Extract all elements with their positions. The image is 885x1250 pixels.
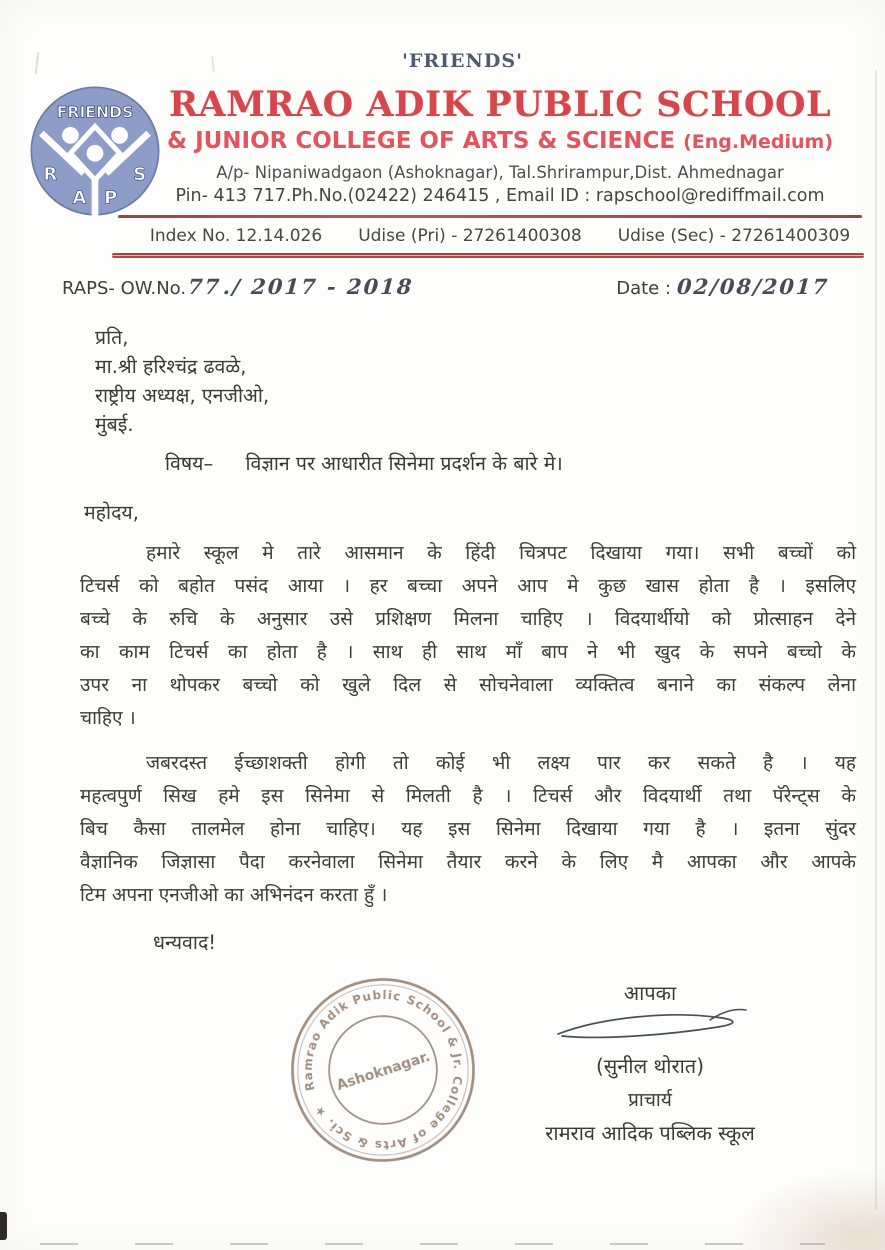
scan-smudge-artifact [735,1170,885,1250]
school-motto: 'FRIENDS' [402,50,523,72]
letter-date [616,274,829,299]
letterhead [0,84,885,209]
udise-secondary: Udise (Sec) - 27261400309 [617,226,851,246]
stamp-center-text: Ashoknagar. [334,1048,433,1094]
logo-letter-s: S [133,164,147,186]
outward-number [62,274,414,299]
header-rule-bottom [112,253,864,258]
date-handwritten: 02/08/2017 [675,274,830,299]
signature-school-name: रामराव आदिक पब्लिक स्कूल [545,1121,755,1145]
college-medium: (Eng.Medium) [683,131,833,153]
subject-line [165,449,885,476]
registration-row [150,218,850,253]
body-paragraph-2 [80,747,856,912]
signature-block [500,979,800,1146]
body-line: का काम टिचर्स का होता है । साथ ही साथ माँ बाप ने भी खुद के सपने बच्चो के [80,641,856,663]
outward-session-handwritten: ./ 2017 - 2018 [222,274,415,299]
scan-bottom-artifact [40,1243,825,1245]
principal-title: प्राचार्य [628,1089,672,1111]
logo-dot-center [87,145,104,162]
letterhead-text [150,84,850,206]
logo-letter-p: P [104,187,118,209]
logo-dot-left [62,127,79,144]
logo-banner-text: FRIENDS [56,102,134,122]
body-line: जबरदस्त ईच्छाशक्ती होगी तो कोई भी लक्ष्य पार कर सकते है । यह [146,752,856,774]
body-line: उपर ना थोपकर बच्चो को खुले दिल से सोचनेवाला व्यक्तित्व बनाने का संकल्प लेना [80,674,856,696]
body-paragraph-1 [80,537,856,735]
index-number: Index No. 12.14.026 [149,226,323,246]
body-line: महत्वपुर्ण सिख हमे इस सिनेमा से मिलती है । टिचर्स और विदयार्थी तथा पॅरेन्ट्स के [80,785,856,807]
address-line-2: Pin- 413 717.Ph.No.(02422) 246415 , Email ID : rapschool@rediffmail.com [175,186,825,206]
subject-text: विज्ञान पर आधारीत सिनेमा प्रदर्शन के बारे मे। [245,452,563,475]
body-line: बिच कैसा तालमेल होना चाहिए। यह इस सिनेमा दिखाया गया है । इतना सुंदर [80,818,856,840]
letter-body [80,537,856,912]
school-logo [28,84,162,218]
recipient-line: मुंबई. [95,413,134,436]
reference-row [62,274,829,299]
signature-yours: आपका [623,981,677,1005]
body-line: चाहिए । [80,707,136,729]
scan-mark-artifact [35,52,40,74]
principal-signature-icon [550,1006,750,1048]
outward-number-handwritten: 77 [187,274,223,299]
school-round-stamp [261,948,505,1192]
closing-thanks: धन्यवाद! [153,931,217,954]
recipient-block [95,323,885,439]
udise-primary: Udise (Pri) - 27261400308 [358,226,582,246]
outward-number-label: RAPS- OW.No. [62,278,187,299]
body-line: हमारे स्कूल मे तारे आसमान के हिंदी चित्रपट दिखाया गया। सभी बच्चों को [146,542,856,564]
college-name: & JUNIOR COLLEGE OF ARTS & SCIENCE [167,128,676,154]
logo-dot-right [111,127,128,144]
recipient-line: राष्ट्रीय अध्यक्ष, एनजीओ, [95,384,270,407]
scan-corner-artifact [0,1212,7,1240]
recipient-line: मा.श्री हरिश्चंद्र ढवळे, [95,355,247,378]
date-label: Date : [616,278,672,299]
logo-letter-r: R [43,164,58,186]
scan-edge-artifact [875,70,877,1210]
logo-letter-a: A [72,187,87,209]
recipient-line: प्रति, [95,326,129,349]
body-line: टिचर्स को बहोत पसंद आया । हर बच्चा अपने आप मे कुछ खास होता है । इसलिए [80,575,856,597]
principal-name: (सुनील थोरात) [595,1054,705,1078]
college-line [150,128,850,154]
school-name: RAMRAO ADIK PUBLIC SCHOOL [168,84,832,125]
body-line: टिम अपना एनजीओ का अभिनंदन करता हुँ । [80,884,388,906]
address-line-1: A/p- Nipaniwadgaon (Ashoknagar), Tal.Shrirampur,Dist. Ahmednagar [216,163,784,182]
body-line: वैज्ञानिक जिज्ञासा पैदा करनेवाला सिनेमा तैयार करने के लिए मै आपका और आपके [80,851,856,873]
salutation: महोदय, [84,501,139,524]
subject-label: विषय– [165,452,214,475]
stamp-ring-text: Ramrao Adik Public School & Jr. College of Arts & Sci. ★ [300,987,466,1153]
body-line: बच्चे के रुचि के अनुसार उसे प्रशिक्षण मिलना चाहिए । विदयार्थीयो को प्रोत्साहन देने [80,608,856,630]
